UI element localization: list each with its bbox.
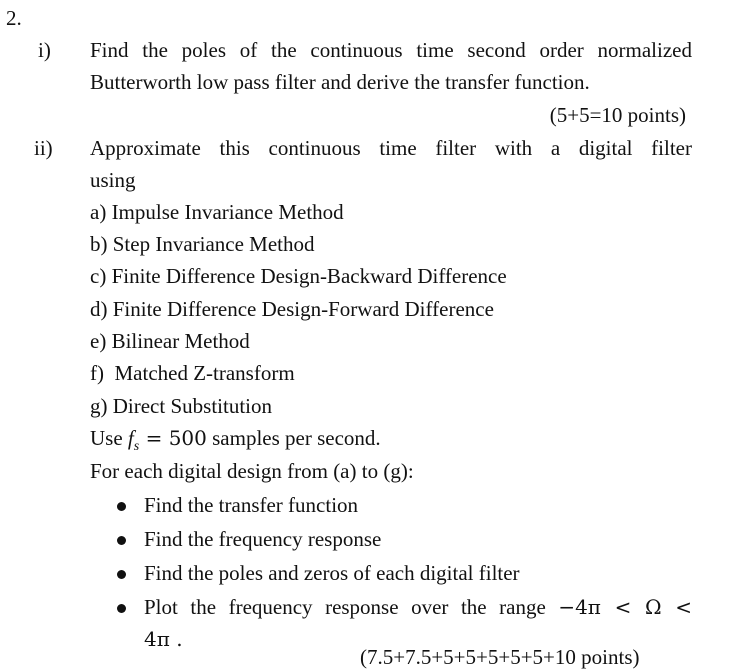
bullet-icon bbox=[117, 604, 126, 613]
bullet-icon bbox=[117, 536, 126, 545]
points-cutoff-container bbox=[360, 645, 690, 669]
plot-range-line-1: −4π < Ω < bbox=[558, 595, 692, 619]
method-item: g) Direct Substitution bbox=[90, 394, 272, 418]
sampling-variable: f bbox=[127, 426, 134, 450]
bullet-icon bbox=[117, 502, 126, 511]
sampling-rate bbox=[90, 426, 381, 455]
method-item: d) Finite Difference Design-Forward Difference bbox=[90, 297, 494, 321]
task-item: Find the frequency response bbox=[144, 527, 382, 551]
sampling-prefix: Use bbox=[90, 426, 128, 450]
bullet-icon bbox=[117, 570, 126, 579]
part-ii-points: (7.5+7.5+5+5+5+5+5+10 points) bbox=[360, 645, 640, 669]
part-ii-line-2: using bbox=[90, 168, 136, 192]
for-each-intro: For each digital design from (a) to (g): bbox=[90, 459, 414, 483]
method-item: c) Finite Difference Design-Backward Difference bbox=[90, 264, 507, 288]
task-item: Find the transfer function bbox=[144, 493, 359, 517]
method-item: b) Step Invariance Method bbox=[90, 232, 315, 256]
sampling-suffix: samples per second. bbox=[206, 426, 381, 450]
part-ii-line-1: Approximate this continuous time filter with a digital filter bbox=[90, 136, 692, 160]
plot-task-text: Plot the frequency response over the range bbox=[144, 595, 546, 619]
method-item: e) Bilinear Method bbox=[90, 329, 250, 353]
part-i-marker: i) bbox=[38, 38, 51, 62]
part-i-line-2: Butterworth low pass filter and derive the transfer function. bbox=[90, 70, 590, 94]
part-ii-marker: ii) bbox=[34, 136, 53, 160]
part-i-points: (5+5=10 points) bbox=[549, 103, 686, 127]
plot-range-line-2: 4π . bbox=[144, 627, 183, 651]
method-item: a) Impulse Invariance Method bbox=[90, 200, 344, 224]
sampling-value: = 500 bbox=[139, 426, 207, 450]
plot-task bbox=[144, 595, 692, 620]
method-item: f) Matched Z-transform bbox=[90, 361, 295, 385]
part-i-line-1: Find the poles of the continuous time second order normalized bbox=[90, 38, 692, 62]
sampling-subscript: s bbox=[133, 439, 140, 455]
question-number: 2. bbox=[6, 6, 22, 30]
task-item: Find the poles and zeros of each digital filter bbox=[144, 561, 520, 585]
